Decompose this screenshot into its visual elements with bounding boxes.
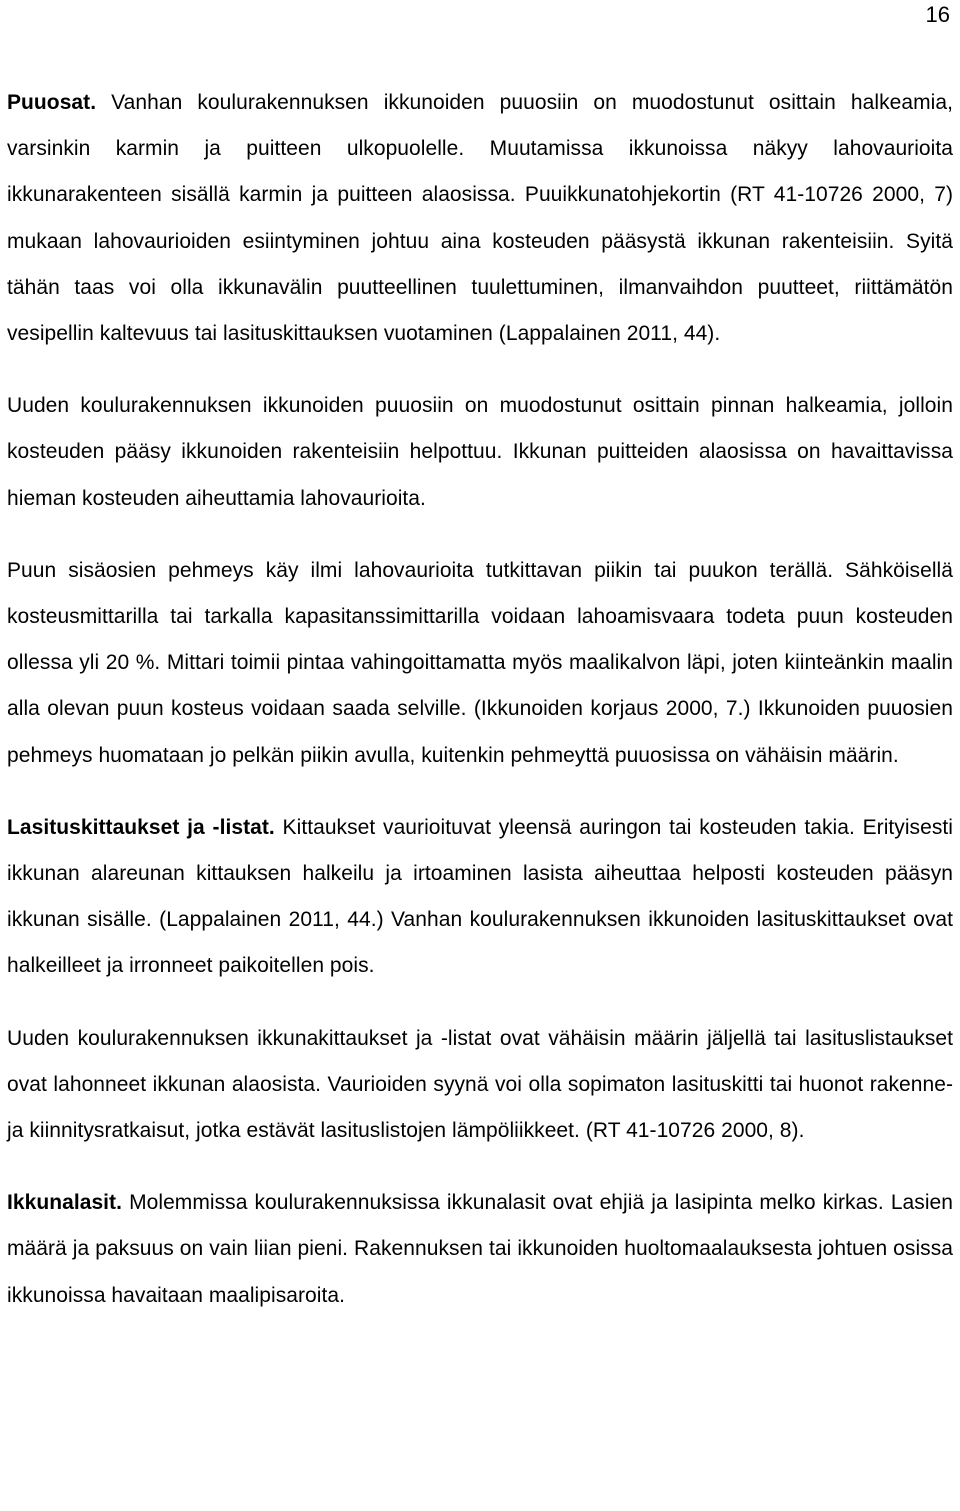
paragraph-gap	[7, 1154, 953, 1180]
paragraph-heading: Puuosat.	[7, 91, 97, 114]
document-body	[7, 80, 953, 1319]
paragraph-lasituskittaukset	[7, 805, 953, 990]
paragraph-text: Uuden koulurakennuksen ikkunakittaukset ja -listat ovat vähäisin määrin jäljellä tai lasituslistaukset ovat lahonneet ikkunan alaosista. Vaurioiden syynä voi olla sopimaton lasituskitti tai huonot rakenne- ja kiinnitysratkaisut, jotka estävät lasituslistojen lämpöliikkeet. (RT 41-10726 2000, 8).	[7, 1026, 953, 1143]
paragraph-pehmeys	[7, 548, 953, 779]
paragraph-puuosat	[7, 80, 953, 357]
page-number: 16	[925, 2, 950, 27]
paragraph-ikkunalasit	[7, 1180, 953, 1319]
paragraph-text: Vanhan koulurakennuksen ikkunoiden puuosiin on muodostunut osittain halkeamia, varsinkin karmin ja puitteen ulkopuolelle. Muutamissa ikkunoissa näkyy lahovaurioita ikkunarakenteen sisällä karmin ja puitteen alaosissa. Puuikkunatohjekortin (RT 41-10726 2000, 7) mukaan lahovaurioiden esiintyminen johtuu aina kosteuden pääsystä ikkunan rakenteisiin. Syitä tähän taas voi olla ikkunavälin puutteellinen tuulettuminen, ilmanvaihdon puutteet, riittämätön vesipellin kaltevuus tai lasituskittauksen vuotaminen (Lappalainen 2011, 44).	[7, 91, 953, 346]
paragraph-text: Uuden koulurakennuksen ikkunoiden puuosiin on muodostunut osittain pinnan halkeamia, jolloin kosteuden pääsy ikkunoiden rakenteisiin helpottuu. Ikkunan puitteiden alaosissa on havaittavissa hieman kosteuden aiheuttamia lahovaurioita.	[7, 394, 953, 510]
paragraph-gap	[7, 779, 953, 805]
paragraph-heading: Lasituskittaukset ja -listat.	[7, 815, 275, 839]
paragraph-gap	[7, 357, 953, 383]
paragraph-uuden-kittaukset	[7, 1016, 953, 1155]
paragraph-gap	[7, 522, 953, 548]
paragraph-text: Kittaukset vaurioituvat yleensä auringon tai kosteuden takia. Erityisesti ikkunan alareunan kittauksen halkeilu ja irtoaminen lasista aiheuttaa helposti kosteuden pääsyn ikkunan sisälle. (Lappalainen 2011, 44.) Vanhan koulurakennuksen ikkunoiden lasituskittaukset ovat halkeilleet ja irronneet paikoitellen pois.	[7, 815, 953, 978]
paragraph-text: Molemmissa koulurakennuksissa ikkunalasit ovat ehjiä ja lasipinta melko kirkas. Lasien määrä ja paksuus on vain liian pieni. Rakennuksen tai ikkunoiden huoltomaalauksesta johtuen osissa ikkunoissa havaitaan maalipisaroita.	[7, 1191, 954, 1307]
paragraph-uuden-puuosat	[7, 383, 953, 522]
paragraph-gap	[7, 990, 953, 1016]
paragraph-text: Puun sisäosien pehmeys käy ilmi lahovaurioita tutkittavan piikin tai puukon terällä. Sähköisellä kosteusmittarilla tai tarkalla kapasitanssimittarilla voidaan lahoamisvaara todeta puun kosteuden ollessa yli 20 %. Mittari toimii pintaa vahingoittamatta myös maalikalvon läpi, joten kiinteänkin maalin alla olevan puun kosteus voidaan saada selville. (Ikkunoiden korjaus 2000, 7.) Ikkunoiden puuosien pehmeys huomataan jo pelkän piikin avulla, kuitenkin pehmeyttä puuosissa on vähäisin määrin.	[7, 558, 953, 767]
paragraph-heading: Ikkunalasit.	[7, 1191, 122, 1215]
